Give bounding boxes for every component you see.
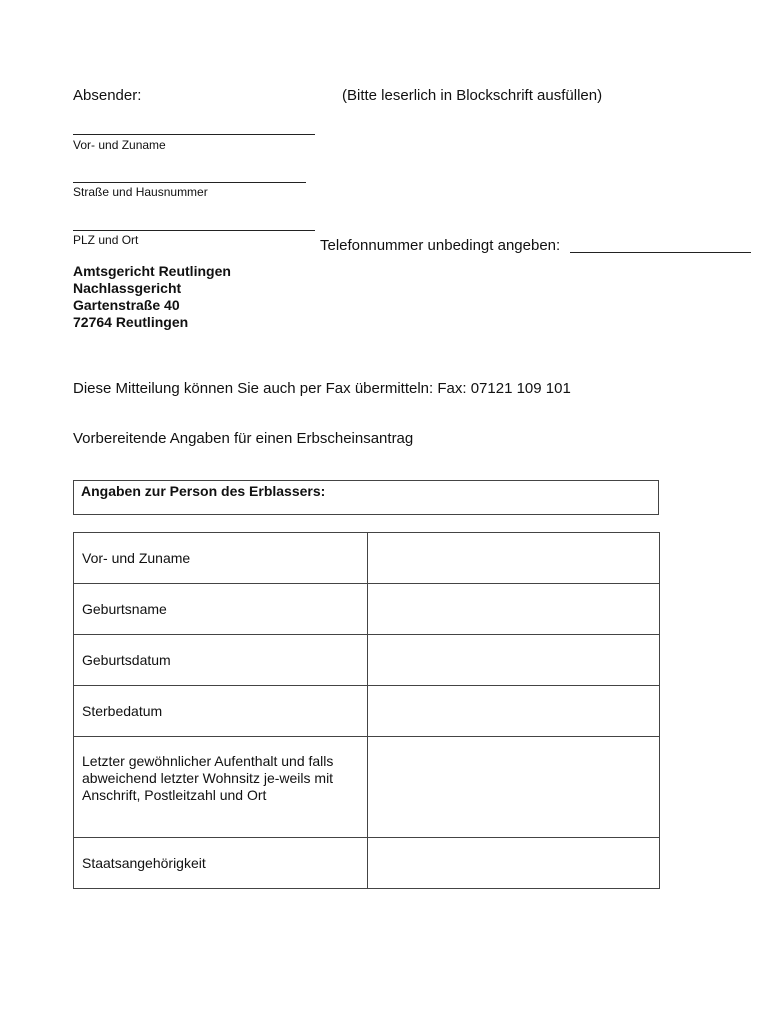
city-caption: PLZ und Ort	[73, 233, 139, 247]
table-row	[74, 686, 660, 737]
phone-input-line[interactable]	[570, 252, 751, 253]
row-value-birth-date[interactable]	[368, 635, 660, 686]
row-label-nationality: Staatsangehörigkeit	[74, 838, 368, 889]
table-row	[74, 584, 660, 635]
section-title-box	[73, 480, 659, 515]
name-input-line[interactable]	[73, 134, 315, 135]
table-row	[74, 838, 660, 889]
row-label-name: Vor- und Zuname	[74, 533, 368, 584]
section-title: Angaben zur Person des Erblassers:	[81, 483, 326, 499]
recipient-line-city: 72764 Reutlingen	[73, 314, 189, 330]
table-row	[74, 737, 660, 838]
row-label-residence: Letzter gewöhnlicher Aufenthalt und falls abweichend letzter Wohnsitz je-weils mit Anschrift, Postleitzahl und Ort	[74, 737, 368, 838]
row-value-death-date[interactable]	[368, 686, 660, 737]
document-subject: Vorbereitende Angaben für einen Erbscheinsantrag	[73, 430, 414, 447]
row-label-death-date: Sterbedatum	[74, 686, 368, 737]
street-caption: Straße und Hausnummer	[73, 185, 208, 199]
sender-label: Absender:	[73, 87, 142, 104]
phone-label: Telefonnummer unbedingt angeben:	[320, 237, 561, 254]
street-input-line[interactable]	[73, 182, 306, 183]
row-value-birth-name[interactable]	[368, 584, 660, 635]
person-details-table	[73, 532, 660, 889]
recipient-address	[73, 263, 231, 331]
row-value-residence[interactable]	[368, 737, 660, 838]
recipient-line-department: Nachlassgericht	[73, 280, 182, 296]
table-row	[74, 533, 660, 584]
table-row	[74, 635, 660, 686]
fax-note: Diese Mitteilung können Sie auch per Fax übermitteln: Fax: 07121 109 101	[73, 380, 571, 397]
city-input-line[interactable]	[73, 230, 315, 231]
recipient-line-court: Amtsgericht Reutlingen	[73, 263, 231, 279]
row-value-name[interactable]	[368, 533, 660, 584]
row-label-birth-date: Geburtsdatum	[74, 635, 368, 686]
row-value-nationality[interactable]	[368, 838, 660, 889]
row-label-birth-name: Geburtsname	[74, 584, 368, 635]
fill-instruction: (Bitte leserlich in Blockschrift ausfüllen)	[342, 87, 603, 104]
name-caption: Vor- und Zuname	[73, 138, 166, 152]
recipient-line-street: Gartenstraße 40	[73, 297, 180, 313]
